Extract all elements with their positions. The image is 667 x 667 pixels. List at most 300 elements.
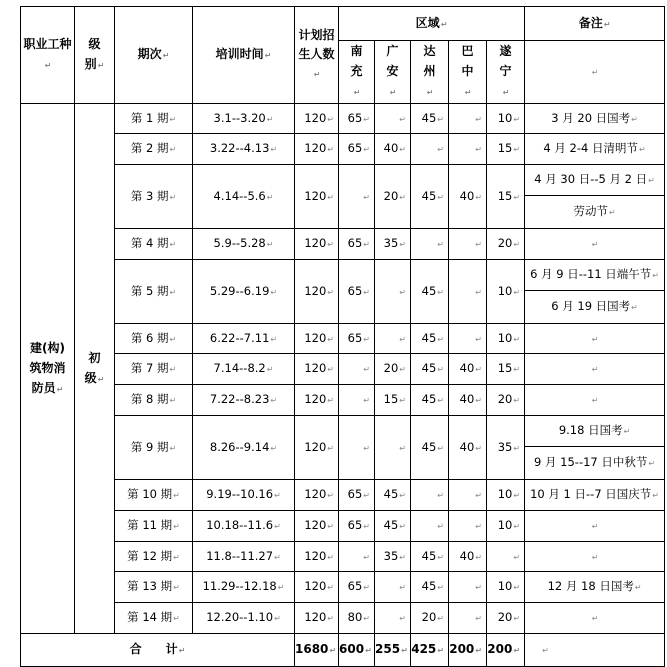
note-line	[525, 165, 664, 195]
note-line	[525, 330, 664, 348]
note-line	[525, 548, 664, 566]
time-cell	[193, 511, 295, 542]
note-cell	[525, 134, 665, 165]
total-bazhong-text: 200	[449, 642, 475, 656]
paragraph-mark: ↵	[327, 552, 334, 562]
paragraph-mark: ↵	[437, 614, 444, 623]
bazhong-cell	[449, 542, 487, 572]
paragraph-mark: ↵	[173, 491, 180, 500]
suining-cell-text: 10	[497, 579, 513, 593]
guangan-cell-text: 15	[383, 392, 399, 406]
paragraph-mark: ↵	[266, 240, 274, 249]
bazhong-cell	[449, 104, 487, 134]
suining-cell-text: 10	[497, 110, 513, 125]
paragraph-mark: ↵	[277, 583, 285, 592]
paragraph-mark: ↵	[399, 552, 406, 562]
total-suining	[487, 634, 525, 667]
paragraph-mark: ↵	[437, 287, 444, 297]
period-cell-text: 第 10 期	[127, 487, 173, 501]
nanchong-cell-text: 65	[347, 518, 363, 532]
nanchong-cell	[339, 480, 375, 511]
paragraph-mark: ↵	[169, 396, 177, 405]
paragraph-mark: ↵	[266, 365, 274, 374]
paragraph-mark: ↵	[266, 192, 274, 202]
header-region: 区域↵	[339, 7, 525, 41]
paragraph-mark: ↵	[270, 145, 278, 154]
header-period: 期次↵	[115, 7, 193, 104]
note-text: 9 月 15--17 日中秋节	[534, 455, 648, 469]
note-cell	[525, 416, 665, 480]
plan-cell-text: 120	[304, 579, 327, 593]
guangan-cell-text: 45	[383, 487, 399, 501]
occupation-cell	[21, 104, 75, 634]
period-cell	[115, 572, 193, 603]
bazhong-cell	[449, 511, 487, 542]
table-row	[21, 572, 665, 603]
time-cell-text: 11.8--11.27	[206, 548, 274, 563]
paragraph-mark: ↵	[363, 145, 370, 154]
time-cell-text: 3.1--3.20	[213, 110, 266, 125]
suining-cell	[487, 324, 525, 354]
total-plan	[295, 634, 339, 667]
header-time: 培训时间↵	[193, 7, 295, 104]
note-line	[525, 140, 664, 158]
paragraph-mark: ↵	[274, 614, 281, 623]
suining-cell-text: 15	[497, 361, 513, 375]
paragraph-mark: ↵	[513, 365, 521, 374]
dazhou-cell	[411, 354, 449, 385]
bazhong-cell	[449, 480, 487, 511]
plan-cell-text: 120	[304, 610, 327, 624]
total-label	[21, 634, 295, 667]
level-cell	[75, 104, 115, 634]
paragraph-mark: ↵	[475, 522, 482, 531]
table-row	[21, 260, 665, 324]
paragraph-mark: ↵	[437, 583, 444, 592]
paragraph-mark: ↵	[475, 365, 482, 374]
note-cell	[525, 165, 665, 229]
plan-cell-text: 120	[304, 439, 327, 454]
guangan-cell	[375, 480, 411, 511]
dazhou-cell-text: 20	[421, 610, 437, 624]
header-occupation: 职业工种↵	[21, 7, 75, 104]
time-cell	[193, 104, 295, 134]
nanchong-cell	[339, 324, 375, 354]
note-cell	[525, 354, 665, 385]
note-line	[525, 360, 664, 378]
paragraph-mark: ↵	[513, 522, 521, 531]
guangan-cell	[375, 260, 411, 324]
paragraph-mark: ↵	[437, 365, 444, 374]
paragraph-mark: ↵	[169, 192, 177, 202]
paragraph-mark: ↵	[513, 396, 521, 405]
header-region-bazhong: 巴中↵	[449, 41, 487, 104]
suining-cell-text: 20	[497, 610, 513, 624]
paragraph-mark: ↵	[274, 552, 281, 562]
time-cell	[193, 165, 295, 229]
paragraph-mark: ↵	[475, 443, 482, 453]
period-cell	[115, 354, 193, 385]
paragraph-mark: ↵	[639, 145, 646, 154]
paragraph-mark: ↵	[513, 552, 521, 562]
bazhong-cell-text: 40	[459, 439, 475, 454]
guangan-cell-text: 35	[383, 236, 399, 250]
bazhong-cell	[449, 324, 487, 354]
paragraph-mark: ↵	[513, 443, 521, 453]
paragraph-mark: ↵	[475, 583, 482, 592]
period-cell-text: 第 7 期	[130, 361, 169, 375]
paragraph-mark: ↵	[437, 145, 444, 154]
paragraph-mark: ↵	[327, 491, 334, 500]
paragraph-mark: ↵	[513, 145, 521, 154]
paragraph-mark: ↵	[513, 334, 521, 344]
plan-cell	[295, 416, 339, 480]
note-text: 10 月 1 日--7 日国庆节	[530, 487, 652, 501]
guangan-cell	[375, 324, 411, 354]
note-line	[525, 195, 664, 228]
paragraph-mark: ↵	[169, 334, 177, 344]
table-row	[21, 354, 665, 385]
dazhou-cell	[411, 603, 449, 634]
plan-cell-text: 120	[304, 188, 327, 203]
nanchong-cell	[339, 104, 375, 134]
suining-cell	[487, 480, 525, 511]
nanchong-cell	[339, 354, 375, 385]
note-line	[525, 446, 664, 479]
guangan-cell	[375, 165, 411, 229]
paragraph-mark: ↵	[399, 365, 406, 374]
paragraph-mark: ↵	[266, 114, 274, 124]
bazhong-cell-text: 40	[459, 188, 475, 203]
paragraph-mark: ↵	[513, 114, 521, 124]
header-level: 级别↵	[75, 7, 115, 104]
total-guangan	[375, 634, 411, 667]
suining-cell	[487, 603, 525, 634]
occupation-cell-text: 建(构)筑物消防员	[29, 340, 66, 395]
paragraph-mark: ↵	[399, 114, 406, 124]
time-cell	[193, 260, 295, 324]
paragraph-mark: ↵	[327, 240, 334, 249]
dazhou-cell	[411, 511, 449, 542]
suining-cell	[487, 104, 525, 134]
paragraph-mark: ↵	[270, 334, 278, 344]
time-cell	[193, 603, 295, 634]
table-row	[21, 165, 665, 229]
table-row	[21, 324, 665, 354]
bazhong-cell	[449, 134, 487, 165]
paragraph-mark: ↵	[178, 646, 186, 655]
paragraph-mark: ↵	[652, 271, 659, 280]
guangan-cell	[375, 104, 411, 134]
paragraph-mark: ↵	[475, 240, 482, 249]
plan-cell	[295, 165, 339, 229]
dazhou-cell-text: 45	[421, 439, 437, 454]
bazhong-cell-text: 40	[459, 392, 475, 406]
suining-cell-text: 15	[497, 141, 513, 155]
time-cell-text: 7.22--8.23	[209, 392, 270, 406]
time-cell-text: 9.19--10.16	[206, 487, 274, 501]
nanchong-cell-text: 65	[347, 110, 363, 125]
nanchong-cell	[339, 572, 375, 603]
paragraph-mark: ↵	[173, 583, 180, 592]
paragraph-mark: ↵	[513, 192, 521, 202]
time-cell-text: 3.22--4.13	[209, 141, 270, 155]
total-label-text: 合 计	[129, 642, 178, 656]
bazhong-cell-text: 40	[459, 548, 475, 563]
paragraph-mark: ↵	[327, 114, 334, 124]
time-cell-text: 6.22--7.11	[209, 330, 270, 345]
plan-cell-text: 120	[304, 548, 327, 563]
paragraph-mark: ↵	[169, 114, 177, 124]
nanchong-cell	[339, 416, 375, 480]
table-row	[21, 603, 665, 634]
paragraph-mark: ↵	[363, 552, 370, 562]
paragraph-mark: ↵	[591, 365, 599, 374]
period-cell-text: 第 4 期	[130, 236, 169, 250]
note-text: 3 月 20 日国考	[551, 110, 631, 125]
paragraph-mark: ↵	[513, 287, 521, 297]
paragraph-mark: ↵	[475, 614, 482, 623]
suining-cell	[487, 416, 525, 480]
time-cell	[193, 416, 295, 480]
paragraph-mark: ↵	[327, 192, 334, 202]
note-cell	[525, 385, 665, 416]
paragraph-mark: ↵	[475, 552, 482, 562]
note-cell	[525, 260, 665, 324]
paragraph-mark: ↵	[274, 491, 281, 500]
paragraph-mark: ↵	[399, 614, 406, 623]
guangan-cell	[375, 572, 411, 603]
paragraph-mark: ↵	[437, 522, 444, 531]
paragraph-mark: ↵	[648, 459, 656, 468]
paragraph-mark: ↵	[399, 583, 406, 592]
paragraph-mark: ↵	[591, 614, 599, 623]
period-cell	[115, 260, 193, 324]
dazhou-cell-text: 45	[421, 548, 437, 563]
paragraph-mark: ↵	[399, 443, 406, 453]
paragraph-mark: ↵	[513, 583, 521, 592]
total-suining-text: 200	[487, 642, 513, 656]
time-cell	[193, 354, 295, 385]
note-line	[525, 391, 664, 409]
nanchong-cell	[339, 542, 375, 572]
guangan-cell	[375, 542, 411, 572]
bazhong-cell	[449, 416, 487, 480]
paragraph-mark: ↵	[327, 287, 334, 297]
plan-cell	[295, 354, 339, 385]
time-cell	[193, 134, 295, 165]
paragraph-mark: ↵	[327, 614, 334, 623]
time-cell	[193, 229, 295, 260]
dazhou-cell-text: 45	[421, 283, 437, 298]
suining-cell	[487, 385, 525, 416]
paragraph-mark: ↵	[363, 240, 370, 249]
guangan-cell-text: 40	[383, 141, 399, 155]
paragraph-mark: ↵	[401, 646, 408, 655]
table-row	[21, 134, 665, 165]
bazhong-cell	[449, 572, 487, 603]
nanchong-cell	[339, 385, 375, 416]
paragraph-mark: ↵	[327, 443, 334, 453]
note-line	[525, 110, 664, 128]
header-note: 备注↵	[525, 7, 665, 41]
suining-cell-text: 10	[497, 487, 513, 501]
paragraph-mark: ↵	[363, 522, 370, 531]
paragraph-mark: ↵	[652, 491, 659, 500]
nanchong-cell-text: 80	[347, 610, 363, 624]
period-cell	[115, 229, 193, 260]
plan-cell	[295, 104, 339, 134]
note-cell	[525, 572, 665, 603]
period-cell	[115, 542, 193, 572]
note-cell	[525, 104, 665, 134]
paragraph-mark: ↵	[270, 287, 278, 297]
period-cell	[115, 603, 193, 634]
note-line	[525, 235, 664, 253]
paragraph-mark: ↵	[437, 443, 444, 453]
suining-cell	[487, 572, 525, 603]
table-row	[21, 480, 665, 511]
note-cell	[525, 480, 665, 511]
time-cell-text: 10.18--11.6	[206, 518, 274, 532]
table-row	[21, 229, 665, 260]
paragraph-mark: ↵	[437, 396, 444, 405]
paragraph-mark: ↵	[475, 287, 482, 297]
plan-cell	[295, 134, 339, 165]
dazhou-cell	[411, 572, 449, 603]
paragraph-mark: ↵	[169, 240, 177, 249]
level-cell-text: 初级	[84, 350, 101, 385]
header-region-suining: 遂宁↵	[487, 41, 525, 104]
period-cell	[115, 134, 193, 165]
suining-cell-text: 20	[497, 236, 513, 250]
paragraph-mark: ↵	[363, 583, 370, 592]
plan-cell	[295, 511, 339, 542]
training-schedule-table	[20, 6, 665, 667]
bazhong-cell	[449, 603, 487, 634]
paragraph-mark: ↵	[363, 114, 370, 124]
paragraph-mark: ↵	[437, 114, 444, 124]
note-text: 12 月 18 日国考	[547, 579, 634, 593]
plan-cell	[295, 324, 339, 354]
time-cell	[193, 480, 295, 511]
plan-cell-text: 120	[304, 518, 327, 532]
paragraph-mark: ↵	[363, 192, 370, 202]
paragraph-mark: ↵	[363, 365, 370, 374]
nanchong-cell-text: 65	[347, 487, 363, 501]
total-row	[21, 634, 665, 667]
period-cell-text: 第 13 期	[127, 579, 173, 593]
period-cell-text: 第 5 期	[130, 283, 169, 298]
paragraph-mark: ↵	[623, 427, 631, 436]
plan-cell-text: 120	[304, 361, 327, 375]
paragraph-mark: ↵	[169, 145, 177, 154]
note-text: 6 月 9 日--11 日端午节	[530, 267, 652, 281]
period-cell	[115, 165, 193, 229]
table-row	[21, 511, 665, 542]
paragraph-mark: ↵	[475, 491, 482, 500]
time-cell-text: 8.26--9.14	[209, 439, 270, 454]
note-line	[525, 486, 664, 504]
note-line	[525, 416, 664, 446]
guangan-cell-text: 20	[383, 188, 399, 203]
guangan-cell	[375, 229, 411, 260]
paragraph-mark: ↵	[363, 443, 370, 453]
paragraph-mark: ↵	[648, 176, 655, 185]
total-plan-text: 1680	[295, 642, 329, 656]
plan-cell	[295, 385, 339, 416]
time-cell-text: 5.9--5.28	[213, 236, 266, 250]
paragraph-mark: ↵	[631, 303, 638, 312]
paragraph-mark: ↵	[173, 614, 180, 623]
paragraph-mark: ↵	[591, 240, 599, 249]
plan-cell-text: 120	[304, 110, 327, 125]
header-region-dazhou: 达州↵	[411, 41, 449, 104]
dazhou-cell-text: 45	[421, 188, 437, 203]
paragraph-mark: ↵	[399, 491, 406, 500]
nanchong-cell	[339, 260, 375, 324]
paragraph-mark: ↵	[399, 240, 406, 249]
time-cell-text: 12.20--1.10	[206, 610, 274, 624]
paragraph-mark: ↵	[437, 552, 444, 562]
guangan-cell	[375, 354, 411, 385]
paragraph-mark: ↵	[437, 192, 444, 202]
dazhou-cell	[411, 260, 449, 324]
paragraph-mark: ↵	[591, 396, 599, 405]
paragraph-mark: ↵	[399, 192, 406, 202]
note-cell	[525, 324, 665, 354]
note-text: 劳动节	[573, 204, 608, 218]
total-bazhong	[449, 634, 487, 667]
paragraph-mark: ↵	[169, 365, 177, 374]
suining-cell-text: 15	[497, 188, 513, 203]
bazhong-cell	[449, 165, 487, 229]
note-text: 6 月 19 日国考	[551, 299, 631, 313]
dazhou-cell	[411, 542, 449, 572]
paragraph-mark: ↵	[475, 646, 482, 655]
period-cell-text: 第 3 期	[130, 188, 169, 203]
paragraph-mark: ↵	[475, 192, 482, 202]
paragraph-mark: ↵	[437, 240, 444, 249]
paragraph-mark: ↵	[363, 334, 370, 344]
guangan-cell	[375, 134, 411, 165]
paragraph-mark: ↵	[270, 443, 278, 453]
paragraph-mark: ↵	[475, 145, 482, 154]
header-region-guangan: 广安↵	[375, 41, 411, 104]
period-cell-text: 第 14 期	[127, 610, 173, 624]
paragraph-mark: ↵	[169, 287, 177, 297]
total-note	[525, 634, 665, 667]
guangan-cell-text: 20	[383, 361, 399, 375]
table-row	[21, 416, 665, 480]
note-text: 4 月 2-4 日清明节	[543, 141, 638, 155]
time-cell	[193, 324, 295, 354]
paragraph-mark: ↵	[591, 334, 599, 344]
paragraph-mark: ↵	[327, 145, 334, 154]
guangan-cell	[375, 603, 411, 634]
paragraph-mark: ↵	[327, 334, 334, 344]
paragraph-mark: ↵	[56, 384, 64, 394]
plan-cell-text: 120	[304, 283, 327, 298]
time-cell-text: 4.14--5.6	[213, 188, 266, 203]
bazhong-cell	[449, 385, 487, 416]
dazhou-cell	[411, 480, 449, 511]
period-cell-text: 第 6 期	[130, 330, 169, 345]
paragraph-mark: ↵	[363, 614, 370, 623]
note-text: 9.18 日国考	[558, 423, 623, 437]
dazhou-cell	[411, 324, 449, 354]
bazhong-cell-text: 40	[459, 361, 475, 375]
